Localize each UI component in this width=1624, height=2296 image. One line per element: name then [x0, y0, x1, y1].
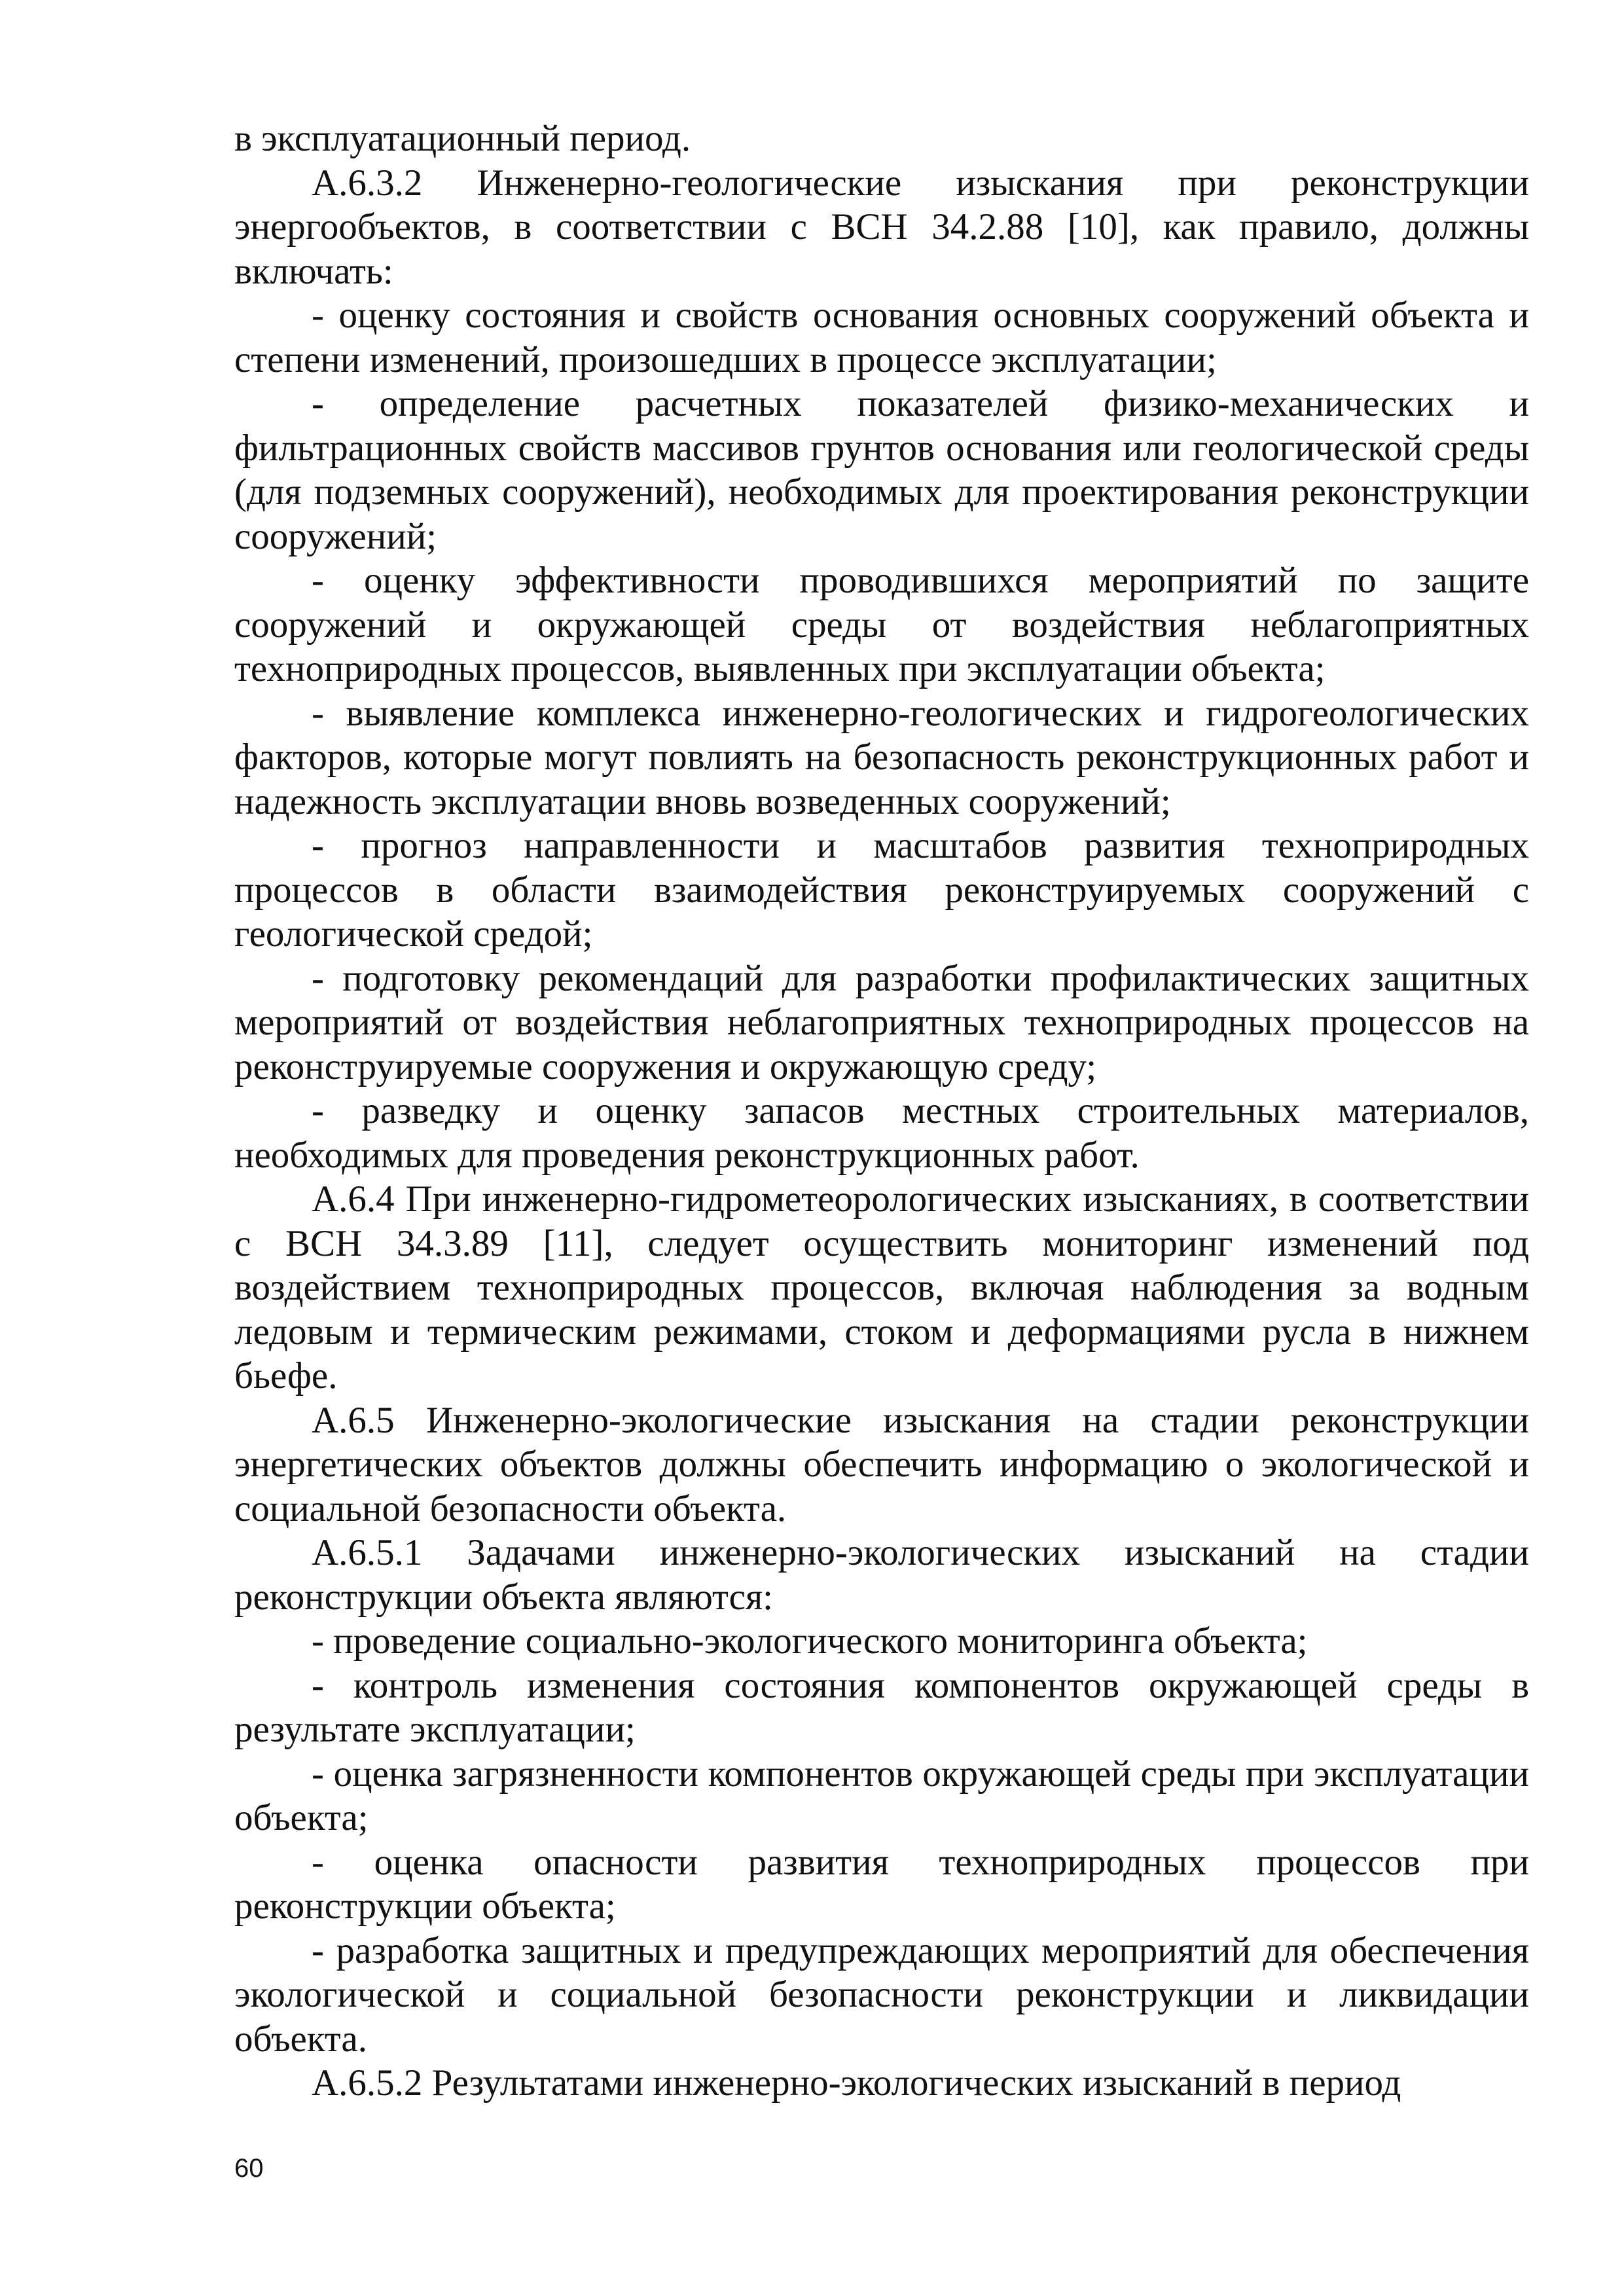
paragraph-section-a632: А.6.3.2 Инженерно-геологические изыскания при реконструкции энергообъектов, в соответствии с ВСН 34.2.88 [10], как правило, должны включать: — [234, 162, 1529, 292]
list-item: - разработка защитных и предупреждающих мероприятий для обеспечения экологической и социальной безопасности реконструкции и ликвидации объекта. — [234, 1929, 1529, 2060]
list-item: - оценку состояния и свойств основания основных сооружений объекта и степени изменений, произошедших в процессе эксплуатации; — [234, 295, 1529, 380]
list-item: - выявление комплекса инженерно-геологических и гидрогеологических факторов, которые могут повлиять на безопасность реконструкционных работ и надежность эксплуатации вновь возведенных сооружений; — [234, 692, 1529, 822]
list-item: - прогноз направленности и масштабов развития техноприродных процессов в области взаимодействия реконструируемых сооружений с геологической средой; — [234, 825, 1529, 955]
paragraph-section-a65: А.6.5 Инженерно-экологические изыскания на стадии реконструкции энергетических объектов должны обеспечить информацию о экологической и социальной безопасности объекта. — [234, 1399, 1529, 1529]
list-item: - разведку и оценку запасов местных строительных материалов, необходимых для проведения реконструкционных работ. — [234, 1090, 1529, 1176]
list-item: - проведение социально-экологического мониторинга объекта; — [312, 1620, 1308, 1662]
list-item: - оценку эффективности проводившихся мероприятий по защите сооружений и окружающей среды от воздействия неблагоприятных техноприродных процессов, выявленных при эксплуатации объекта; — [234, 560, 1529, 689]
list-item: - подготовку рекомендаций для разработки профилактических защитных мероприятий от воздействия неблагоприятных техноприродных процессов на реконструируемые сооружения и окружающую среду; — [234, 957, 1529, 1087]
list-item: - оценка загрязненности компонентов окружающей среды при эксплуатации объекта; — [234, 1753, 1529, 1838]
paragraph-continuation: в эксплуатационный период. — [234, 118, 691, 159]
list-item: - оценка опасности развития техноприродных процессов при реконструкции объекта; — [234, 1841, 1529, 1927]
paragraph-section-a652: А.6.5.2 Результатами инженерно-экологических изысканий в период — [312, 2062, 1401, 2104]
page-body — [234, 117, 1529, 2105]
paragraph-section-a651: А.6.5.1 Задачами инженерно-экологических изысканий на стадии реконструкции объекта являются: — [234, 1532, 1529, 1618]
paragraph-section-a64: А.6.4 При инженерно-гидрометеорологических изысканиях, в соответствии с ВСН 34.3.89 [11], следует осуществить мониторинг изменений под воздействием техноприродных процессов, включая наблюдения за водным ледовым и термическим режимами, стоком и деформациями русла в нижнем бьефе. — [234, 1178, 1529, 1396]
page-number: 60 — [234, 2154, 264, 2183]
list-item: - определение расчетных показателей физико-механических и фильтрационных свойств массивов грунтов основания или геологической среды (для подземных сооружений), необходимых для проектирования реконструкции сооружений; — [234, 383, 1529, 557]
list-item: - контроль изменения состояния компонентов окружающей среды в результате эксплуатации; — [234, 1664, 1529, 1750]
